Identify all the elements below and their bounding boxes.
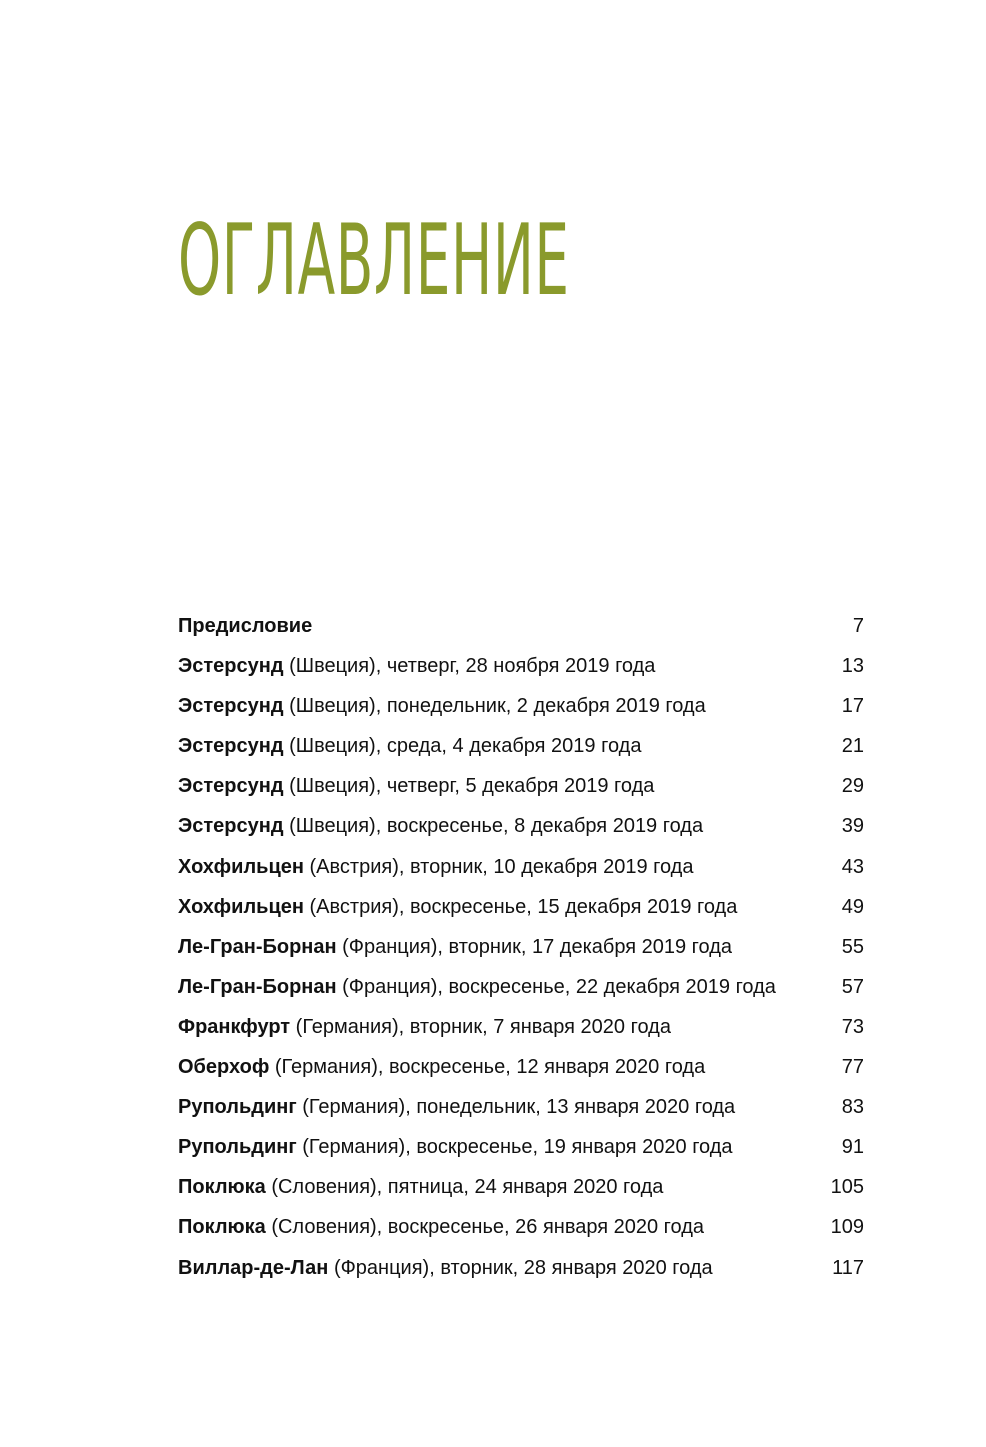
- toc-entry-text: [178, 1248, 824, 1288]
- toc-entry-text: [178, 766, 824, 806]
- toc-date-detail: (Германия), воскресенье, 12 января 2020 года: [274, 1056, 706, 1079]
- toc-entry[interactable]: [178, 766, 864, 806]
- toc-entry[interactable]: [178, 646, 864, 686]
- toc-date-detail: (Швеция), четверг, 5 декабря 2019 года: [289, 775, 655, 798]
- toc-date-detail: (Австрия), вторник, 10 декабря 2019 года: [309, 855, 694, 878]
- toc-entry-text: [178, 1207, 824, 1247]
- toc-page-number: 117: [832, 1256, 864, 1279]
- page-title: ОГЛАВЛЕНИЕ: [178, 204, 570, 318]
- toc-page-number: 13: [841, 655, 864, 678]
- toc-place-name: Эстерсунд: [178, 695, 284, 718]
- toc-entry[interactable]: [178, 1127, 864, 1167]
- toc-date-detail: (Швеция), воскресенье, 8 декабря 2019 года: [289, 815, 704, 838]
- toc-entry-text: [178, 1127, 824, 1167]
- toc-page-number: 91: [841, 1136, 864, 1159]
- toc-entry[interactable]: [178, 847, 864, 887]
- toc-page-number: 83: [841, 1096, 864, 1119]
- toc-date-detail: (Франция), воскресенье, 22 декабря 2019 года: [342, 975, 776, 998]
- toc-entry-text: [178, 1047, 824, 1087]
- toc-entry[interactable]: [178, 1087, 864, 1127]
- toc-entry-text: [178, 847, 824, 887]
- toc-page-number: 57: [841, 975, 864, 998]
- toc-place-name: Ле-Гран-Борнан: [178, 935, 337, 958]
- toc-entry[interactable]: [178, 887, 864, 927]
- toc-date-detail: (Швеция), четверг, 28 ноября 2019 года: [289, 655, 656, 678]
- toc-page-number: 7: [852, 615, 864, 637]
- toc-entry-text: [178, 887, 824, 927]
- toc-entry[interactable]: [178, 1207, 864, 1247]
- toc-page-number: 73: [841, 1015, 864, 1038]
- toc-place-name: Эстерсунд: [178, 735, 284, 758]
- toc-entry-text: [178, 1007, 824, 1047]
- toc-page-number: 105: [830, 1176, 864, 1199]
- toc-page-number: 77: [841, 1056, 864, 1079]
- toc-entry[interactable]: [178, 1047, 864, 1087]
- toc-place-name: Рупольдинг: [178, 1136, 297, 1159]
- toc-entry-text: [178, 686, 824, 726]
- toc-entry[interactable]: [178, 606, 864, 646]
- toc-entry-text: [178, 1087, 824, 1127]
- toc-entry[interactable]: [178, 806, 864, 846]
- toc-entry-text: [178, 806, 824, 846]
- toc-page-number: 21: [841, 735, 864, 758]
- toc-place-name: Эстерсунд: [178, 815, 284, 838]
- toc-place-name: Предисловие: [178, 615, 313, 637]
- table-of-contents: [178, 606, 864, 1288]
- toc-place-name: Хохфильцен: [178, 895, 304, 918]
- toc-date-detail: (Австрия), воскресенье, 15 декабря 2019 года: [309, 895, 738, 918]
- toc-entry-text: [178, 967, 824, 1007]
- toc-place-name: Поклюка: [178, 1216, 266, 1239]
- toc-entry[interactable]: [178, 1007, 864, 1047]
- toc-entry[interactable]: [178, 686, 864, 726]
- toc-date-detail: (Германия), воскресенье, 19 января 2020 года: [302, 1136, 733, 1159]
- toc-page-number: 43: [841, 855, 864, 878]
- toc-date-detail: (Германия), понедельник, 13 января 2020 года: [302, 1096, 736, 1119]
- toc-page-number: 49: [841, 895, 864, 918]
- toc-page-number: 17: [841, 695, 864, 718]
- toc-place-name: Ле-Гран-Борнан: [178, 975, 337, 998]
- toc-place-name: Хохфильцен: [178, 855, 304, 878]
- toc-entry[interactable]: [178, 1248, 864, 1288]
- toc-entry[interactable]: [178, 1167, 864, 1207]
- toc-date-detail: (Франция), вторник, 28 января 2020 года: [333, 1256, 713, 1279]
- toc-date-detail: (Словения), воскресенье, 26 января 2020 года: [271, 1216, 705, 1239]
- toc-entry-text: [178, 1167, 824, 1207]
- toc-entry-text: [178, 646, 824, 686]
- toc-date-detail: (Словения), пятница, 24 января 2020 года: [271, 1176, 664, 1199]
- toc-page-number: 109: [830, 1216, 864, 1239]
- toc-page-number: 39: [841, 815, 864, 838]
- toc-date-detail: (Франция), вторник, 17 декабря 2019 года: [342, 935, 733, 958]
- toc-place-name: Оберхоф: [178, 1056, 270, 1079]
- toc-entry-text: [178, 606, 824, 646]
- toc-date-detail: (Германия), вторник, 7 января 2020 года: [295, 1015, 671, 1038]
- toc-entry[interactable]: [178, 726, 864, 766]
- toc-date-detail: (Швеция), понедельник, 2 декабря 2019 года: [289, 695, 706, 718]
- toc-place-name: Эстерсунд: [178, 775, 284, 798]
- toc-place-name: Поклюка: [178, 1176, 266, 1199]
- toc-place-name: Рупольдинг: [178, 1096, 297, 1119]
- toc-entry[interactable]: [178, 967, 864, 1007]
- toc-page-number: 55: [841, 935, 864, 958]
- toc-entry[interactable]: [178, 927, 864, 967]
- toc-date-detail: (Швеция), среда, 4 декабря 2019 года: [289, 735, 642, 758]
- toc-place-name: Виллар-де-Лан: [178, 1256, 329, 1279]
- toc-place-name: Эстерсунд: [178, 655, 284, 678]
- toc-place-name: Франкфурт: [178, 1015, 291, 1038]
- toc-page-number: 29: [841, 775, 864, 798]
- toc-entry-text: [178, 726, 824, 766]
- toc-entry-text: [178, 927, 824, 967]
